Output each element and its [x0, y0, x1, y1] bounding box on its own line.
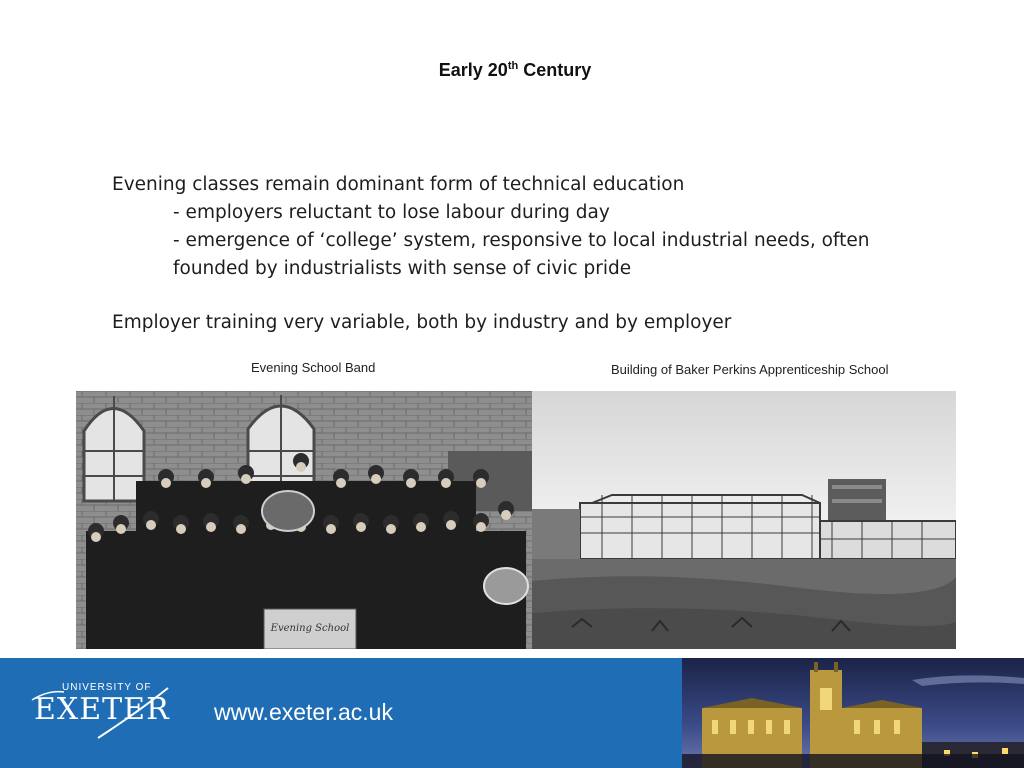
website-link[interactable]: www.exeter.ac.uk [214, 699, 393, 725]
evening-school-band-photo [76, 391, 532, 649]
cathedral-night-photo [682, 658, 1024, 768]
bullet-sub-2-cont: founded by industrialists with sense of civic pride [173, 258, 632, 279]
baker-perkins-building-photo [532, 391, 956, 649]
bullet-main-1: Evening classes remain dominant form of technical education [112, 174, 685, 195]
bullet-sub-1: - employers reluctant to lose labour during day [173, 202, 610, 223]
logo-university-of: UNIVERSITY OF [62, 682, 152, 693]
photo-caption-band: Evening School Band [251, 360, 376, 375]
band-sign-text: Evening School [270, 623, 350, 634]
logo-swoosh-icon [28, 682, 173, 744]
bullet-main-2: Employer training very variable, both by industry and by employer [112, 312, 732, 333]
slide-body [112, 171, 932, 337]
bullet-sub-2: - emergence of ‘college’ system, responsive to local industrial needs, often [173, 230, 870, 251]
university-logo[interactable] [28, 682, 173, 744]
photo-caption-building: Building of Baker Perkins Apprenticeship School [611, 362, 889, 377]
slide-title: Early 20th Century [438, 60, 592, 80]
logo-exeter: EXETER [34, 692, 170, 727]
